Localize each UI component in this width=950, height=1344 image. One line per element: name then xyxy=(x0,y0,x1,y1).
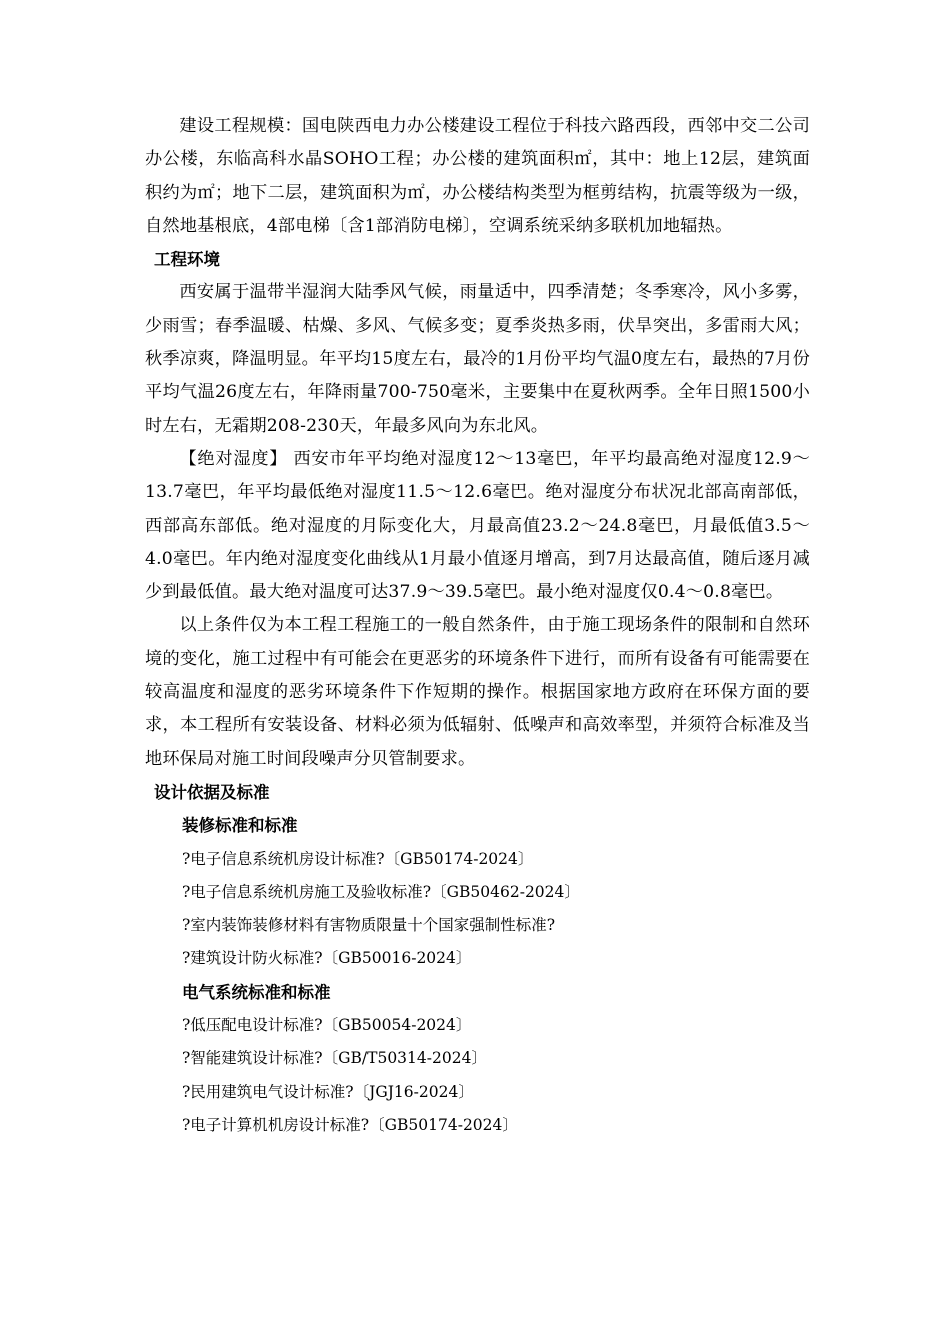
document-page xyxy=(145,110,810,1142)
standard-list-item: ?电子信息系统机房设计标准?〔GB50174-2024〕 xyxy=(182,849,534,868)
standard-list-item: ?电子信息系统机房施工及验收标准?〔GB50462-2024〕 xyxy=(182,882,580,901)
standard-list-item: ?建筑设计防火标准?〔GB50016-2024〕 xyxy=(182,949,472,968)
section-heading-design-basis: 设计依据及标准 xyxy=(154,782,270,802)
standard-list-item: ?智能建筑设计标准?〔GB/T50314-2024〕 xyxy=(182,1049,487,1068)
paragraph-project-scale: 建设工程规模：国电陕西电力办公楼建设工程位于科技六路西段，西邻中交二公司办公楼，东临高科水晶SOHO工程；办公楼的建筑面积㎡，其中：地上12层，建筑面积约为㎡；地下二层，建筑面积为㎡，办公楼结构类型为框剪结构，抗震等级为一级，自然地基根底，4部电梯〔含1部消防电梯〕，空调系统采纳多联机加地辐热。 xyxy=(145,116,810,236)
standard-list-item: ?低压配电设计标准?〔GB50054-2024〕 xyxy=(182,1016,472,1035)
standard-list-item: ?民用建筑电气设计标准?〔JGJ16-2024〕 xyxy=(182,1082,474,1101)
subheading-electrical-standards: 电气系统标准和标准 xyxy=(182,982,331,1002)
paragraph-conditions: 以上条件仅为本工程工程施工的一般自然条件，由于施工现场条件的限制和自然环境的变化，施工过程中有可能会在更恶劣的环境条件下进行，而所有设备有可能需要在较高温度和湿度的恶劣环境条件下作短期的操作。根据国家地方政府在环保方面的要求，本工程所有安装设备、材料必须为低辐射、低噪声和高效率型，并须符合标准及当地环保局对施工时间段噪声分贝管制要求。 xyxy=(145,615,810,769)
subheading-decoration-standards: 装修标准和标准 xyxy=(182,816,298,836)
paragraph-humidity: 【绝对湿度】 西安市年平均绝对湿度12～13毫巴，年平均最高绝对湿度12.9～13.7毫巴，年平均最低绝对湿度11.5～12.6毫巴。绝对湿度分布状况北部高南部低，西部高东部低。绝对湿度的月际变化大，月最高值23.2～24.8毫巴，月最低值3.5～4.0毫巴。年内绝对湿度变化曲线从1月最小值逐月增高，到7月达最高值，随后逐月减少到最低值。最大绝对温度可达37.9～39.5毫巴。最小绝对湿度仅0.4～0.8毫巴。 xyxy=(145,448,810,603)
standard-list-item: ?室内装饰装修材料有害物质限量十个国家强制性标准? xyxy=(182,916,556,935)
paragraph-climate: 西安属于温带半湿润大陆季风气候，雨量适中，四季清楚；冬季寒冷，风小多雾，少雨雪；春季温暖、枯燥、多风、气候多变；夏季炎热多雨，伏旱突出，多雷雨大风；秋季凉爽，降温明显。年平均15度左右，最冷的1月份平均气温0度左右，最热的7月份平均气温26度左右，年降雨量700-750毫米，主要集中在夏秋两季。全年日照1500小时左右，无霜期208-230天，年最多风向为东北风。 xyxy=(145,282,810,436)
standard-list-item: ?电子计算机机房设计标准?〔GB50174-2024〕 xyxy=(182,1115,518,1134)
section-heading-environment: 工程环境 xyxy=(154,250,220,270)
